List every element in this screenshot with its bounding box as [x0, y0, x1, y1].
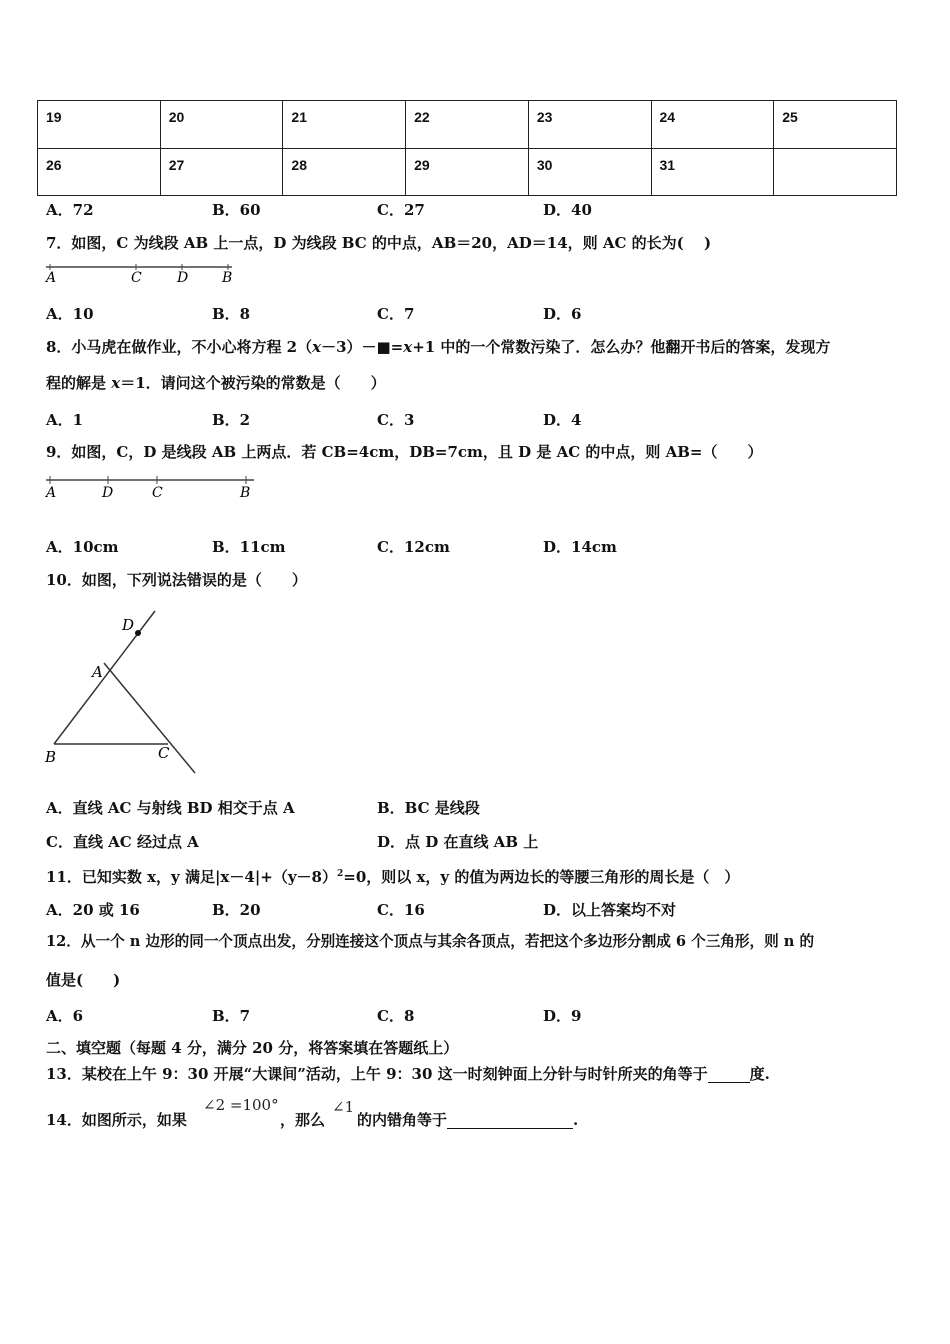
- calendar-cell: 27: [160, 148, 283, 196]
- q11-text: =0，则以 x，y 的值为两边长的等腰三角形的周长是（ ）: [343, 868, 740, 886]
- q10-point-d: [135, 630, 141, 636]
- q14-question-label: 14．如图所示，如果: [46, 1111, 187, 1129]
- q11-option-d: D．以上答案均不对: [543, 901, 677, 919]
- q14-text: .: [573, 1111, 579, 1129]
- q8-option-a: A．1: [46, 411, 84, 429]
- q12-question-line1: 12．从一个 n 边形的同一个顶点出发，分别连接这个顶点与其余各顶点，若把这个多边形分割成 6 个三角形，则 n 的: [46, 933, 815, 950]
- q7-label-b: B: [222, 270, 233, 286]
- calendar-cell: 24: [651, 101, 774, 149]
- q6-option-d: D．40: [543, 201, 592, 219]
- calendar-cell: 21: [283, 101, 406, 149]
- q8-text: +1 中的一个常数污染了．怎么办？他翻开书后的答案，发现方: [412, 338, 831, 356]
- q11-option-b: B．20: [212, 901, 261, 919]
- q9-label-a: A: [46, 485, 57, 501]
- q13-text: 13．某校在上午 9：30 开展“大课间”活动，上午 9：30 这一时刻钟面上分针与时针所夹的角等于: [46, 1065, 708, 1083]
- q9-option-b: B．11cm: [212, 538, 286, 556]
- q11-question: [46, 865, 739, 886]
- calendar-cell: 20: [160, 101, 283, 149]
- q10-label-c: C: [158, 744, 170, 762]
- q7-question: 7．如图，C 为线段 AB 上一点，D 为线段 BC 的中点，AB＝20，AD＝14，则 AC 的长为( ): [46, 234, 712, 252]
- q6-option-b: B．60: [212, 201, 261, 219]
- q8-question-line2: [46, 374, 386, 392]
- q9-segment-figure: [44, 472, 258, 506]
- q7-option-c: C．7: [377, 305, 415, 323]
- q8-option-b: B．2: [212, 411, 251, 429]
- q9-label-c: C: [152, 485, 163, 501]
- q7-option-b: B．8: [212, 305, 251, 323]
- q8-text: 程的解是: [46, 374, 112, 392]
- calendar-cell: 28: [283, 148, 406, 196]
- calendar-cell: 30: [528, 148, 651, 196]
- q12-option-b: B．7: [212, 1007, 251, 1025]
- q8-variable: x: [403, 338, 413, 356]
- q10-option-b: B．BC 是线段: [377, 799, 480, 817]
- q10-question: 10．如图，下列说法错误的是（ ）: [46, 571, 307, 589]
- q10-label-d: D: [122, 616, 135, 634]
- q8-variable: x: [111, 374, 121, 392]
- q8-question-line1: [46, 338, 830, 356]
- q10-option-a: A．直线 AC 与射线 BD 相交于点 A: [46, 799, 295, 817]
- q7-label-a: A: [46, 270, 57, 286]
- q7-option-a: A．10: [46, 305, 94, 323]
- q8-text: ＝1．请问这个被污染的常数是（ ）: [120, 374, 386, 392]
- section-title: 二、填空题（每题 4 分，满分 20 分，将答案填在答题纸上）: [46, 1039, 459, 1057]
- q6-option-c: C．27: [377, 201, 425, 219]
- q6-option-a: A．72: [46, 201, 94, 219]
- q8-text: 8．小马虎在做作业，不小心将方程 2（: [46, 338, 313, 356]
- q7-label-d: D: [177, 270, 189, 286]
- q13-question: [46, 1065, 770, 1083]
- q9-label-d: D: [102, 485, 114, 501]
- q11-option-a: A．20 或 16: [46, 901, 140, 919]
- q14-text: 的内错角等于: [357, 1111, 448, 1129]
- calendar-row: [38, 101, 897, 149]
- q8-option-c: C．3: [377, 411, 415, 429]
- q9-option-d: D．14cm: [543, 538, 617, 556]
- q9-option-c: C．12cm: [377, 538, 450, 556]
- q11-option-c: C．16: [377, 901, 425, 919]
- q12-option-c: C．8: [377, 1007, 415, 1025]
- q9-option-a: A．10cm: [46, 538, 119, 556]
- q11-text: 11．已知实数 x，y 满足|x－4|+（y－8）: [46, 868, 337, 886]
- q10-option-d: D．点 D 在直线 AB 上: [377, 833, 539, 851]
- q12-option-a: A．6: [46, 1007, 84, 1025]
- q9-label-b: B: [240, 485, 251, 501]
- calendar-table: [37, 100, 897, 196]
- q9-question: 9．如图，C，D 是线段 AB 上两点．若 CB=4cm，DB=7cm，且 D 是 AC 的中点，则 AB=（ ）: [46, 443, 763, 461]
- q7-option-d: D．6: [543, 305, 582, 323]
- q14-math-angle2: ∠2 =100°: [203, 1096, 279, 1114]
- calendar-cell: 23: [528, 101, 651, 149]
- q14-question-mid: ，那么: [280, 1111, 326, 1129]
- q13-text: 度.: [749, 1065, 770, 1083]
- q10-line-ac: [104, 663, 195, 773]
- q13-answer-blank: [708, 1068, 750, 1083]
- q10-label-b: B: [45, 748, 57, 766]
- calendar-cell: [774, 148, 897, 196]
- calendar-cell: 19: [38, 101, 161, 149]
- q8-option-d: D．4: [543, 411, 582, 429]
- q14-question-end: [357, 1111, 578, 1129]
- calendar-cell: 25: [774, 101, 897, 149]
- calendar-cell: 31: [651, 148, 774, 196]
- calendar-row: [38, 148, 897, 196]
- calendar-cell: 29: [406, 148, 529, 196]
- q11-exponent: 2: [337, 869, 344, 879]
- q10-option-c: C．直线 AC 经过点 A: [46, 833, 199, 851]
- q7-label-c: C: [131, 270, 142, 286]
- q10-triangle-figure: [40, 605, 205, 777]
- q10-label-a: A: [92, 663, 103, 681]
- calendar-cell: 22: [406, 101, 529, 149]
- q7-segment-figure: [44, 260, 236, 286]
- q12-question-line2: 值是( ): [46, 971, 121, 989]
- calendar-cell: 26: [38, 148, 161, 196]
- q14-answer-blank: [447, 1114, 573, 1129]
- q8-variable: x: [312, 338, 322, 356]
- q8-text: －3）－■=: [321, 338, 404, 356]
- q14-math-angle1: ∠1: [332, 1098, 355, 1116]
- q12-option-d: D．9: [543, 1007, 582, 1025]
